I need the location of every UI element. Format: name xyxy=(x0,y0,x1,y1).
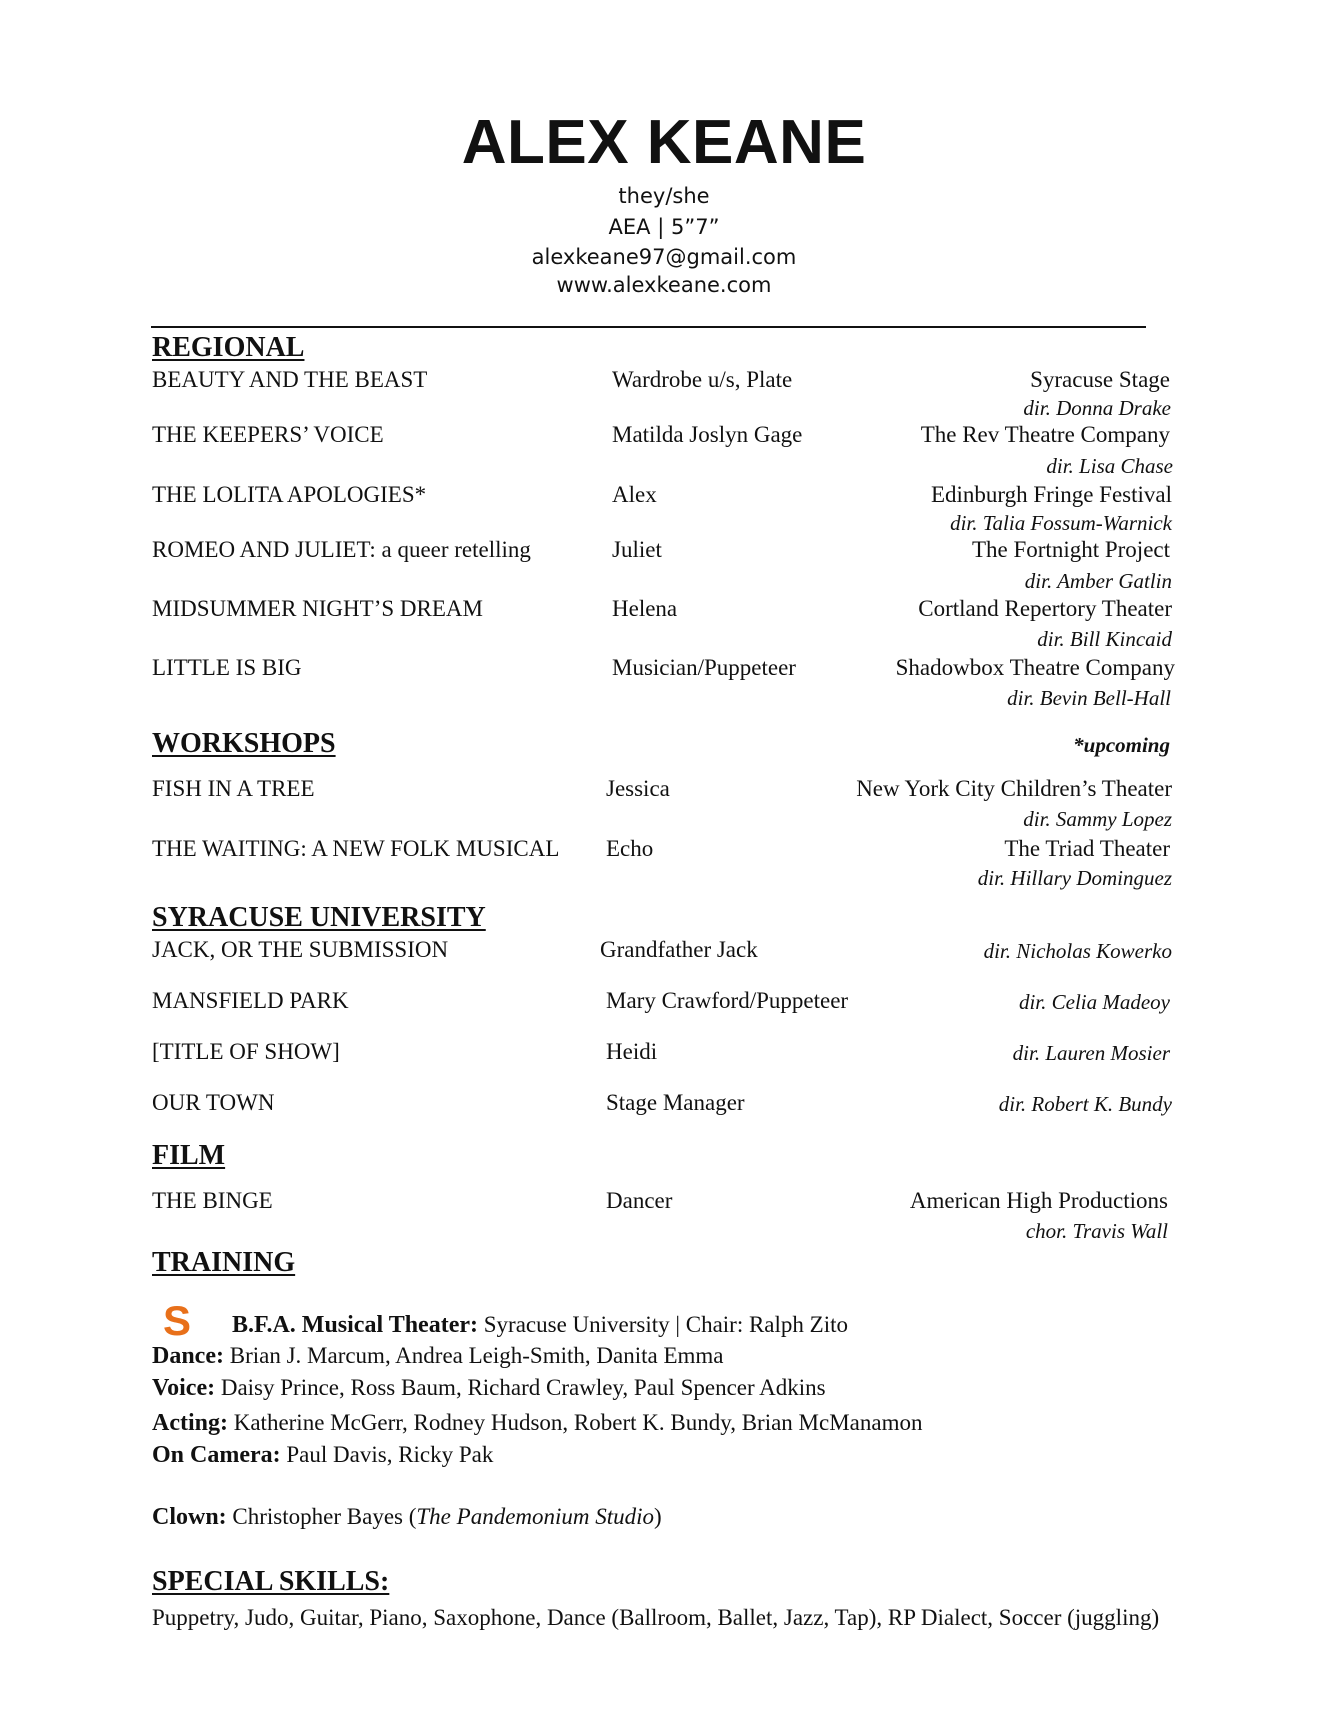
section-heading-workshops: WORKSHOPS xyxy=(152,728,336,759)
credit-venue: New York City Children’s Theater xyxy=(856,776,1172,801)
acting-label: Acting: xyxy=(152,1410,228,1436)
credit-venue: Edinburgh Fringe Festival xyxy=(930,482,1172,507)
credit-show: THE BINGE xyxy=(152,1188,273,1213)
credit-role: Wardrobe u/s, Plate xyxy=(612,367,793,392)
credit-role: Juliet xyxy=(612,537,662,562)
syracuse-logo-letter: S xyxy=(162,1300,192,1340)
credit-show: MANSFIELD PARK xyxy=(152,988,349,1013)
skills-list: Puppetry, Judo, Guitar, Piano, Saxophone, Dance (Ballroom, Ballet, Jazz, Tap), RP Dialect, Soccer (juggling) xyxy=(152,1605,1160,1630)
clown-value-pre: Christopher Bayes ( xyxy=(232,1504,417,1529)
credit-role: Mary Crawford/Puppeteer xyxy=(606,988,849,1013)
degree-value: Syracuse University | Chair: Ralph Zito xyxy=(483,1312,848,1337)
credit-director: dir. Amber Gatlin xyxy=(1024,569,1172,593)
credit-director: dir. Lisa Chase xyxy=(1046,454,1173,478)
credit-venue: The Rev Theatre Company xyxy=(920,422,1170,447)
credit-director: dir. Lauren Mosier xyxy=(1012,1041,1170,1065)
degree-label: B.F.A. Musical Theater: xyxy=(232,1312,478,1338)
credit-show: THE WAITING: A NEW FOLK MUSICAL xyxy=(152,836,560,861)
credit-role: Jessica xyxy=(606,776,670,801)
clown-studio: The Pandemonium Studio xyxy=(416,1504,655,1529)
credit-show: MIDSUMMER NIGHT’S DREAM xyxy=(152,596,483,621)
training-clown xyxy=(152,1502,662,1532)
upcoming-note: *upcoming xyxy=(1073,733,1170,757)
credit-venue: Syracuse Stage xyxy=(1030,367,1170,392)
credit-show: JACK, OR THE SUBMISSION xyxy=(152,937,449,962)
email: alexkeane97@gmail.com xyxy=(531,245,797,269)
training-camera xyxy=(152,1440,493,1470)
pronouns: they/she xyxy=(618,184,710,208)
credit-show: THE LOLITA APOLOGIES* xyxy=(152,482,427,507)
section-heading-regional: REGIONAL xyxy=(152,332,305,363)
credit-director: dir. Bevin Bell-Hall xyxy=(1007,686,1171,710)
credit-venue: Cortland Repertory Theater xyxy=(918,596,1172,621)
credit-show: OUR TOWN xyxy=(152,1090,275,1115)
credit-show: THE KEEPERS’ VOICE xyxy=(152,422,384,447)
training-voice xyxy=(152,1373,826,1403)
section-heading-skills: SPECIAL SKILLS: xyxy=(152,1566,390,1597)
credit-show: BEAUTY AND THE BEAST xyxy=(152,367,428,392)
credit-show: [TITLE OF SHOW] xyxy=(152,1039,340,1064)
clown-value-post: ) xyxy=(654,1504,662,1529)
credit-role: Echo xyxy=(606,836,654,861)
union-height: AEA | 5”7” xyxy=(608,215,720,239)
section-heading-training: TRAINING xyxy=(152,1247,296,1278)
camera-value: Paul Davis, Ricky Pak xyxy=(286,1442,494,1467)
credit-role: Alex xyxy=(612,482,657,507)
voice-value: Daisy Prince, Ross Baum, Richard Crawley, Paul Spencer Adkins xyxy=(220,1375,826,1400)
credit-venue: Shadowbox Theatre Company xyxy=(895,655,1175,680)
credit-director: dir. Robert K. Bundy xyxy=(998,1092,1172,1116)
credit-show: ROMEO AND JULIET: a queer retelling xyxy=(152,537,531,562)
dance-label: Dance: xyxy=(152,1343,224,1369)
credit-show: FISH IN A TREE xyxy=(152,776,315,801)
training-acting xyxy=(152,1408,922,1438)
clown-label: Clown: xyxy=(152,1504,227,1530)
credit-director: chor. Travis Wall xyxy=(1025,1219,1168,1243)
actor-name: ALEX KEANE xyxy=(461,108,867,177)
credit-show: LITTLE IS BIG xyxy=(152,655,302,680)
credit-director: dir. Sammy Lopez xyxy=(1023,807,1172,831)
credit-role: Musician/Puppeteer xyxy=(612,655,796,680)
credit-venue: The Triad Theater xyxy=(1004,836,1170,861)
credit-role: Helena xyxy=(612,596,678,621)
credit-role: Heidi xyxy=(606,1039,658,1064)
credit-role: Dancer xyxy=(606,1188,673,1213)
credit-director: dir. Bill Kincaid xyxy=(1037,627,1172,651)
credit-role: Stage Manager xyxy=(606,1090,745,1115)
credit-role: Grandfather Jack xyxy=(600,937,758,962)
degree-line xyxy=(232,1310,848,1340)
camera-label: On Camera: xyxy=(152,1442,281,1468)
credit-director: dir. Hillary Dominguez xyxy=(977,866,1172,890)
training-dance xyxy=(152,1341,723,1371)
syracuse-logo xyxy=(160,1300,194,1340)
credit-director: dir. Talia Fossum-Warnick xyxy=(950,511,1172,535)
website: www.alexkeane.com xyxy=(556,273,772,297)
credit-director: dir. Celia Madeoy xyxy=(1018,990,1170,1014)
credit-venue: American High Productions xyxy=(909,1188,1168,1213)
credit-director: dir. Donna Drake xyxy=(1023,396,1171,420)
header-divider xyxy=(151,326,1146,328)
acting-value: Katherine McGerr, Rodney Hudson, Robert K. Bundy, Brian McManamon xyxy=(233,1410,923,1435)
voice-label: Voice: xyxy=(152,1375,216,1401)
credit-director: dir. Nicholas Kowerko xyxy=(983,939,1172,963)
section-heading-syracuse: SYRACUSE UNIVERSITY xyxy=(152,902,486,933)
credit-venue: The Fortnight Project xyxy=(971,537,1170,562)
section-heading-film: FILM xyxy=(152,1140,226,1171)
dance-value: Brian J. Marcum, Andrea Leigh-Smith, Danita Emma xyxy=(229,1343,724,1368)
credit-role: Matilda Joslyn Gage xyxy=(612,422,803,447)
